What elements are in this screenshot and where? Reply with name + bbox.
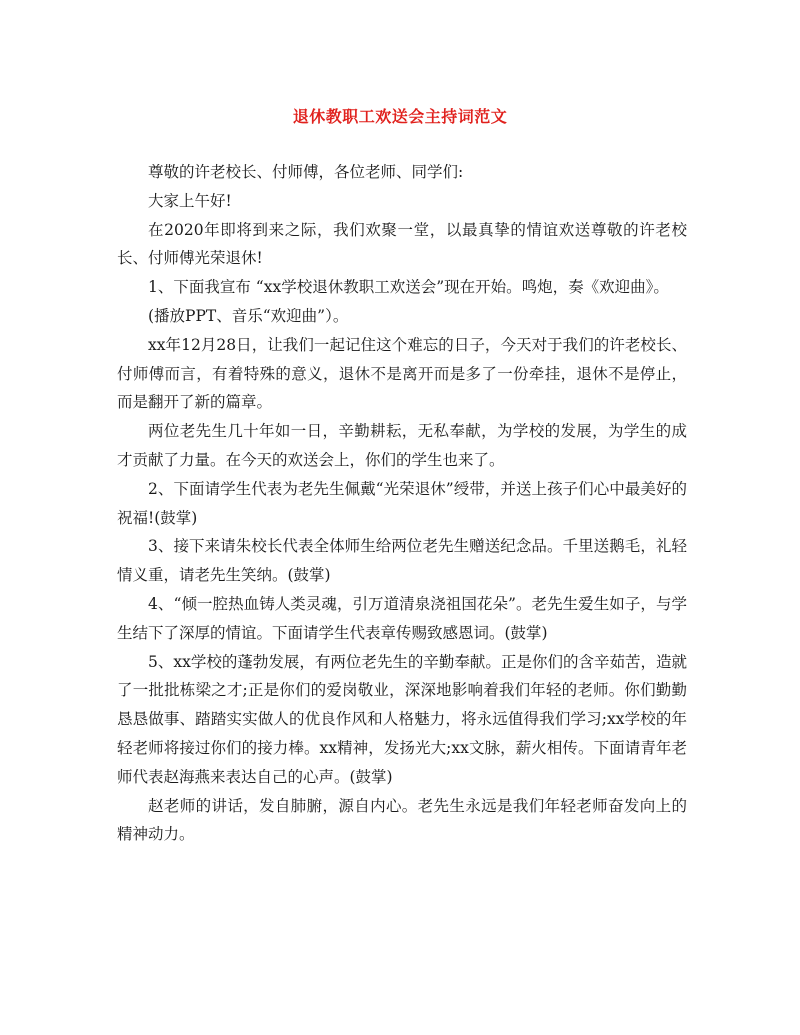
paragraph-item-3: 3、接下来请朱校长代表全体师生给两位老先生赠送纪念品。千里送鹅毛，礼轻情义重，请老先生笑纳。(鼓掌) — [117, 537, 687, 585]
paragraph-opening: 在2020年即将到来之际，我们欢聚一堂，以最真挚的情谊欢送尊敬的许老校长、付师傅光荣退休! — [117, 220, 687, 268]
document-title: 退休教职工欢送会主持词范文 — [292, 107, 508, 126]
document-body — [117, 158, 687, 849]
paragraph-closing: 赵老师的讲话，发自肺腑，源自内心。老先生永远是我们年轻老师奋发向上的精神动力。 — [117, 796, 687, 844]
paragraph-hello: 大家上午好! — [148, 191, 232, 210]
paragraph-item-1: 1、下面我宣布 “xx学校退休教职工欢送会”现在开始。鸣炮，奏《欢迎曲》。 — [148, 278, 669, 297]
paragraph-item-4: 4、“倾一腔热血铸人类灵魂，引万道清泉浇祖国花朵”。老先生爱生如子，与学生结下了深厚的情谊。下面请学生代表章传赐致感恩词。(鼓掌) — [117, 594, 687, 642]
paragraph-dedication: 两位老先生几十年如一日，辛勤耕耘，无私奉献，为学校的发展，为学生的成才贡献了力量。在今天的欢送会上，你们的学生也来了。 — [117, 422, 687, 469]
paragraph-item-2: 2、下面请学生代表为老先生佩戴“光荣退休”绶带，并送上孩子们心中最美好的祝福!(鼓掌) — [117, 479, 687, 527]
paragraph-greeting: 尊敬的许老校长、付师傅，各位老师、同学们: — [148, 163, 464, 181]
paragraph-ppt: (播放PPT、音乐“欢迎曲”）。 — [148, 306, 349, 325]
paragraph-item-5: 5、xx学校的蓬勃发展，有两位老先生的辛勤奉献。正是你们的含辛茹苦，造就了一批批栋梁之才;正是你们的爱岗敬业，深深地影响着我们年轻的老师。你们勤勤恳恳做事、踏踏实实做人的优良作风和人格魅力，将永远值得我们学习;xx学校的年轻老师将接过你们的接力棒。xx精神，发扬光大;xx文脉，薪火相传。下面请青年老师代表赵海燕来表达自己的心声。(鼓掌) — [117, 652, 687, 786]
paragraph-date: xx年12月28日，让我们一起记住这个难忘的日子，今天对于我们的许老校长、付师傅而言，有着特殊的意义，退休不是离开而是多了一份牵挂，退休不是停止，而是翻开了新的篇章。 — [117, 335, 687, 412]
